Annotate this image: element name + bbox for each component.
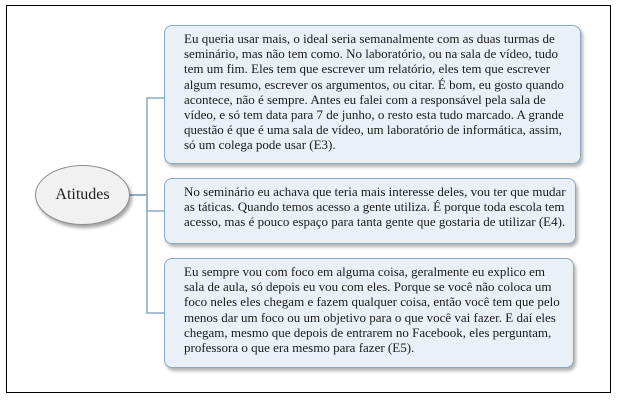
- root-label: Atitudes: [55, 186, 110, 203]
- quote-box-e4: [164, 178, 576, 244]
- connector-to-quote-e5: [130, 195, 164, 313]
- connector-to-quote-e3: [130, 98, 164, 195]
- quote-box-e3: [164, 25, 581, 164]
- quote-text-e3: Eu queria usar mais, o ideal seria semanalmente com as duas turmas de seminário, mas não tem como. No laboratório, ou na sala de vídeo, tudo tem um fim. Eles tem que escrever um relatório, eles tem que escrever algum resumo, escrever os argumentos, ou citar. É bom, eu gosto quando acontece, não é sempre. Antes eu falei com a responsável pela sala de vídeo, e só tem data para 7 de junho, o resto esta tudo marcado. A grande questão é que é uma sala de vídeo, um laboratório de informática, assim, só um colega pode usar (E3).: [184, 31, 564, 153]
- quote-text-e4: No seminário eu achava que teria mais interesse deles, vou ter que mudar as táticas. Quando temos acesso a gente utiliza. É porque toda escola tem acesso, mas é pouco espaço para tanta gente que gostaria de utilizar (E4).: [184, 184, 566, 230]
- quote-box-e5: [164, 258, 574, 368]
- quote-text-e5: Eu sempre vou com foco em alguma coisa, geralmente eu explico em sala de aula, só depois eu vou com eles. Porque se você não coloca um foco neles eles chegam e fazem qualquer coisa, então você tem que pelo menos dar um foco ou um objetivo para o que você vai fazer. E daí eles chegam, mesmo que depois de entrarem no Facebook, eles perguntam, professora o que era mesmo para fazer (E5).: [184, 264, 560, 356]
- root-node-atitudes: [35, 165, 130, 225]
